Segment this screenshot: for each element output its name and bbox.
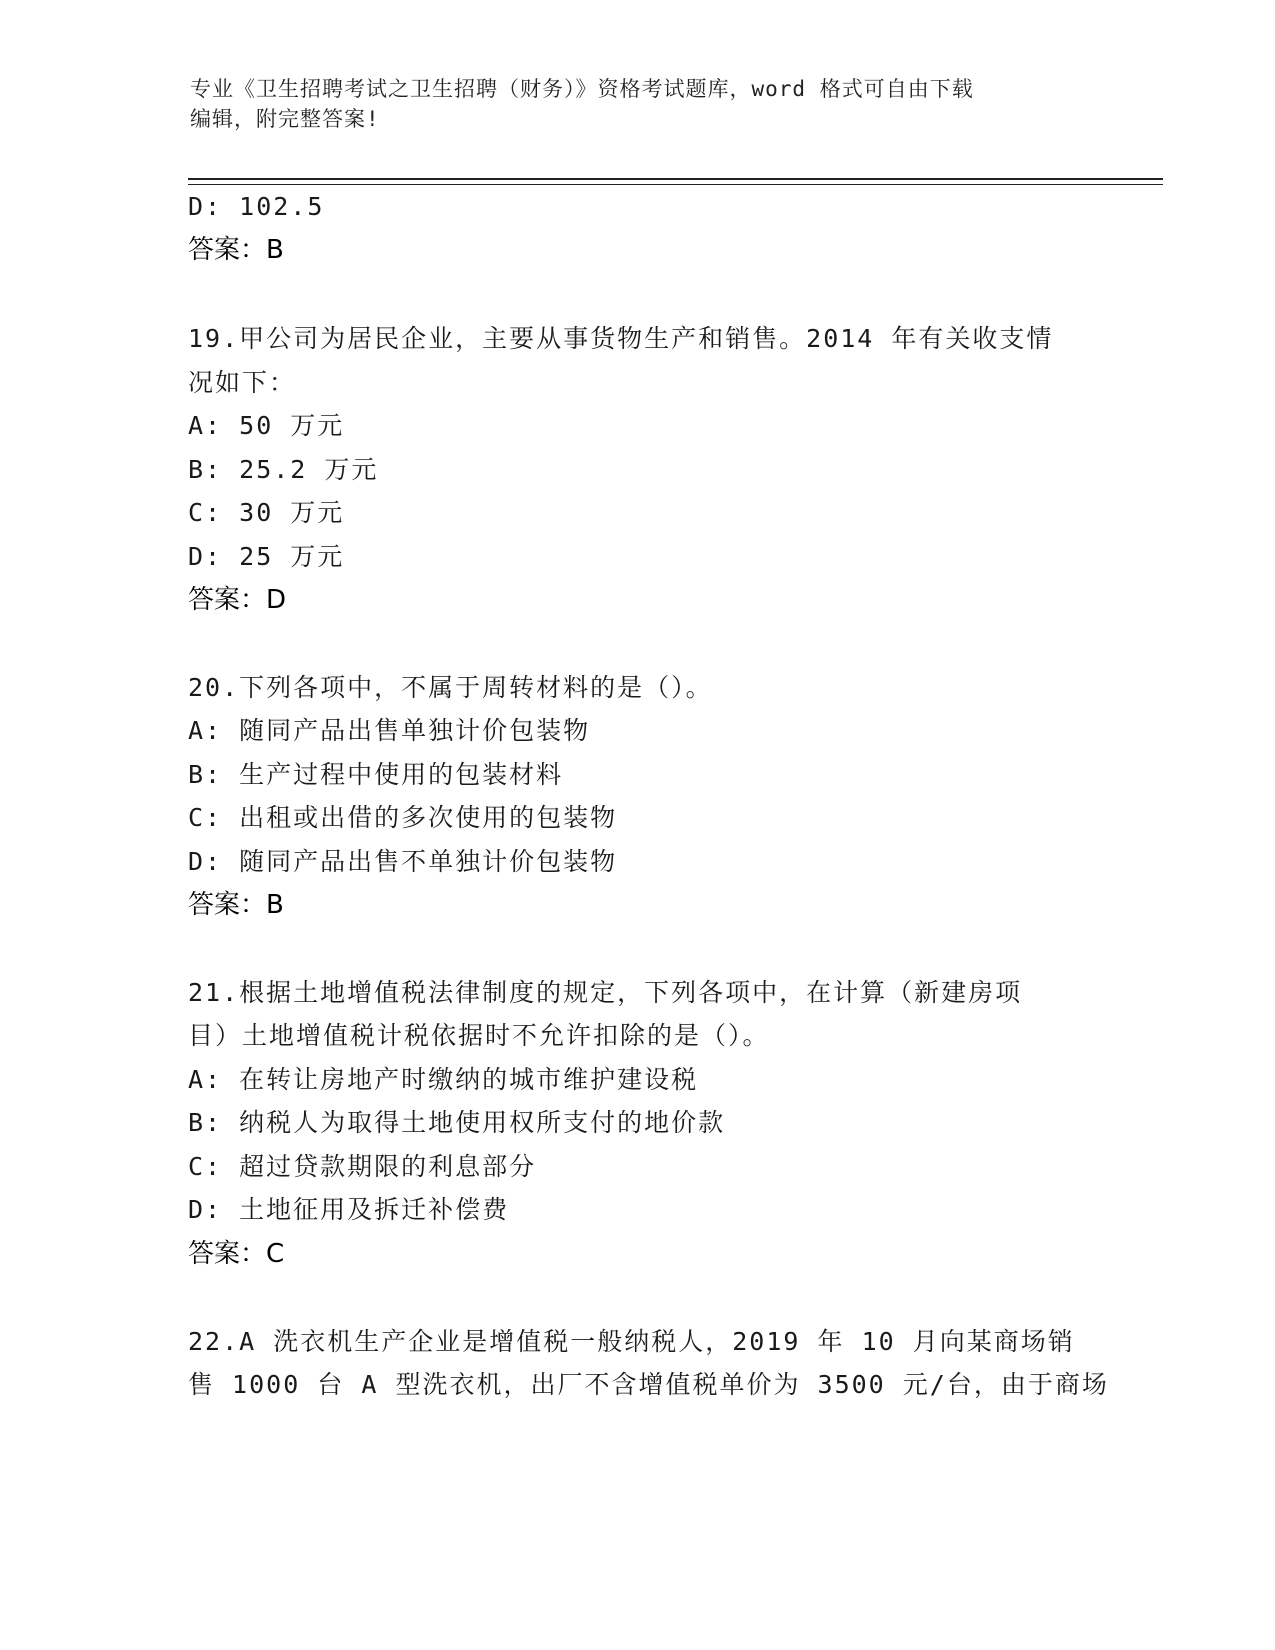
q21-stem-line-2: 目）土地增值税计税依据时不允许扣除的是（）。 bbox=[188, 1021, 770, 1050]
q21-option-a: A: 在转让房地产时缴纳的城市维护建设税 bbox=[188, 1065, 699, 1094]
q21-option-b: B: 纳税人为取得土地使用权所支付的地价款 bbox=[188, 1108, 726, 1137]
q19-stem-line-1: 19.甲公司为居民企业，主要从事货物生产和销售。2014 年有关收支情 bbox=[188, 324, 1054, 353]
q19-option-a: A: 50 万元 bbox=[188, 411, 345, 440]
q20-option-b: B: 生产过程中使用的包装材料 bbox=[188, 760, 564, 789]
q20-option-a: A: 随同产品出售单独计价包装物 bbox=[188, 716, 591, 745]
q22-stem-line-1: 22.A 洗衣机生产企业是增值税一般纳税人，2019 年 10 月向某商场销 bbox=[188, 1327, 1075, 1356]
q20-option-d: D: 随同产品出售不单独计价包装物 bbox=[188, 847, 618, 876]
header-divider-thin bbox=[188, 184, 1163, 185]
q19-option-d: D: 25 万元 bbox=[188, 542, 345, 571]
q20-stem-line-1: 20.下列各项中，不属于周转材料的是（）。 bbox=[188, 673, 713, 702]
q19-answer: 答案：D bbox=[188, 585, 287, 615]
q22-stem-line-2: 售 1000 台 A 型洗衣机，出厂不含增值税单价为 3500 元/台，由于商场 bbox=[188, 1370, 1109, 1399]
header-line-1: 专业《卫生招聘考试之卫生招聘（财务）》资格考试题库，word 格式可自由下载 bbox=[190, 77, 974, 101]
q21-option-c: C: 超过贷款期限的利息部分 bbox=[188, 1152, 537, 1181]
q20-answer: 答案：B bbox=[188, 890, 284, 920]
q19-option-c: C: 30 万元 bbox=[188, 498, 345, 527]
q19-option-b: B: 25.2 万元 bbox=[188, 455, 379, 484]
header-divider-thick bbox=[188, 178, 1163, 180]
q21-option-d: D: 土地征用及拆迁补偿费 bbox=[188, 1195, 510, 1224]
q18-option-d: D: 102.5 bbox=[188, 192, 325, 221]
document-header bbox=[190, 74, 1090, 134]
q20-option-c: C: 出租或出借的多次使用的包装物 bbox=[188, 803, 618, 832]
q19-stem-line-2: 况如下： bbox=[188, 368, 297, 397]
q18-answer: 答案：B bbox=[188, 235, 284, 265]
header-line-2: 编辑，附完整答案! bbox=[190, 107, 380, 131]
q21-answer: 答案：C bbox=[188, 1239, 285, 1269]
q21-stem-line-1: 21.根据土地增值税法律制度的规定，下列各项中，在计算（新建房项 bbox=[188, 978, 1023, 1007]
